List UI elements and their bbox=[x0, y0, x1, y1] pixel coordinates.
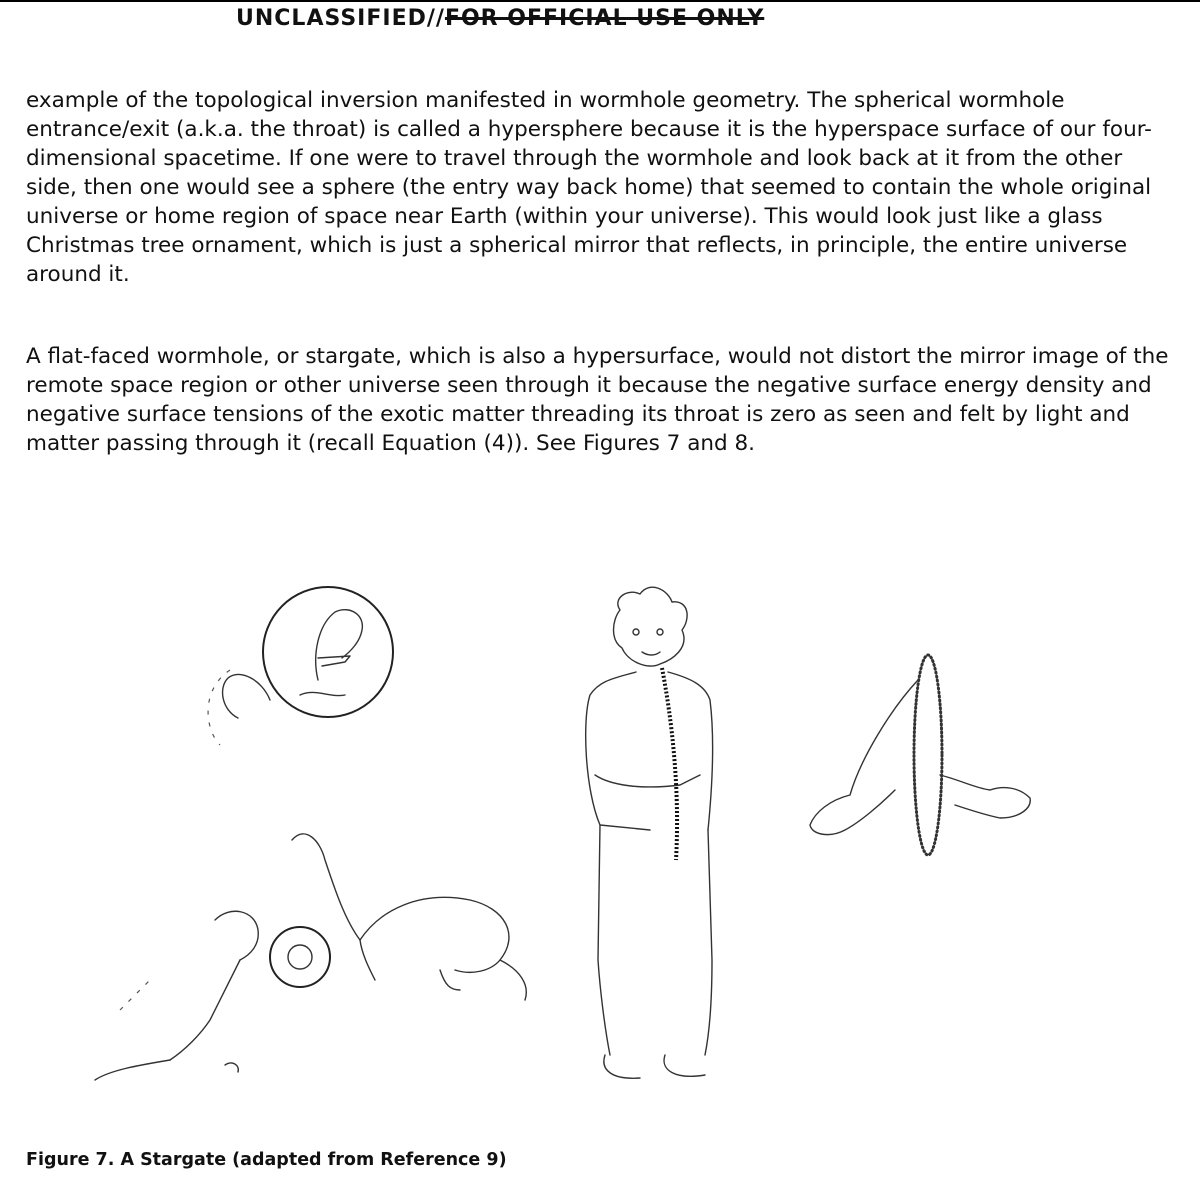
dinosaurs-with-small-wormhole-drawing bbox=[95, 834, 526, 1080]
man-through-stargate-drawing bbox=[586, 587, 713, 1078]
body-paragraph-2: A flat-faced wormhole, or stargate, which is also a hypersurface, would not distort the mirror image of the remote space region or other universe seen through it because the negative surface energy density and negative surface tensions of the exotic matter threading its throat is zero as seen and felt by light and matter passing through it (recall Equation (4)). See Figures 7 and 8. bbox=[26, 344, 1169, 456]
figure-7-illustration bbox=[0, 560, 1200, 1120]
classification-header bbox=[236, 6, 764, 31]
classification-label: UNCLASSIFIED// bbox=[236, 6, 445, 31]
figure-caption: Figure 7. A Stargate (adapted from Reference 9) bbox=[26, 1150, 507, 1170]
struck-handling-marking: FOR OFFICIAL USE ONLY bbox=[444, 6, 765, 31]
top-rule bbox=[0, 0, 1200, 2]
arm-through-stargate-drawing bbox=[810, 655, 1030, 855]
body-paragraph-1: example of the topological inversion manifested in wormhole geometry. The spherical wormhole entrance/exit (a.k.a. the throat) is called a hypersphere because it is the hyperspace surface of our four-dimensional spacetime. If one were to travel through the wormhole and look back at it from the other side, then one would see a sphere (the entry way back home) that seemed to contain the whole original universe or home region of space near Earth (within your universe). This would look just like a glass Christmas tree ornament, which is just a spherical mirror that reflects, in principle, the entire universe around it. bbox=[26, 88, 1152, 287]
spherical-wormhole-drawing bbox=[208, 587, 393, 745]
